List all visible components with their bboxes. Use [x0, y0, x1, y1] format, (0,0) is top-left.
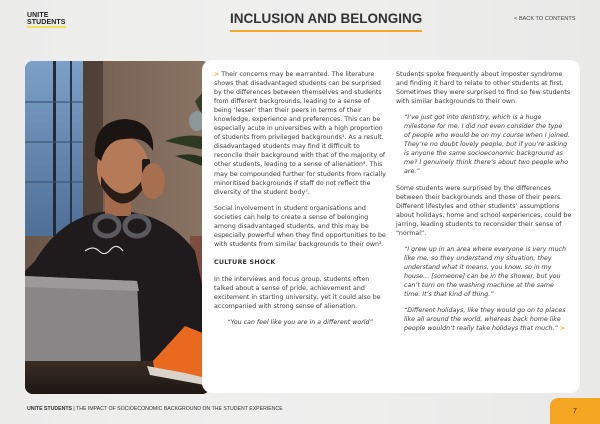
pull-quote: “You can feel like you are in a different world”	[227, 319, 373, 327]
student-quote: “I grew up in an area where everyone is very much like me, so they understand my situation, they understand what it means, you know, so in my house… [someone] can be in the shower, but you can’t turn on the washing machine at the same time. It’s that kind of thing.”	[404, 245, 567, 299]
student-on-phone-photo	[25, 61, 210, 394]
footer-brand: UNITE STUDENTS	[27, 406, 72, 412]
subheading-culture-shock: CULTURE SHOCK	[214, 257, 276, 266]
paragraph: Students spoke frequently about imposter syndrome and finding it hard to relate to other students at first. Sometimes they were surprised to find so few students with similar backgrounds to their own.	[396, 71, 571, 106]
text-column-right	[396, 70, 574, 340]
footer-separator: |	[73, 406, 75, 412]
continue-arrow-icon: >	[214, 71, 220, 78]
footer-title: THE IMPACT OF SOCIOECONOMIC BACKGROUND ON THE STUDENT EXPERIENCE	[76, 406, 283, 412]
continue-arrow-icon[interactable]: >	[559, 325, 566, 333]
page-number-tab	[550, 398, 600, 424]
back-to-contents-link[interactable]: < BACK TO CONTENTS	[514, 16, 576, 22]
paragraph: Social involvement in student organisations and societies can help to create a sense of belonging among disadvantaged students, and this may be especially powerful when they find opportunities to be with students from similar backgrounds to their own³.	[214, 204, 386, 248]
paragraph: In the interviews and focus group, students often talked about a sense of pride, achievement and excitement in starting university, yet it could also be accompanied with strong sense of alienation.	[214, 275, 381, 311]
quote-text: “Different holidays, like they would go on to places like all around the world, whereas back home like people wouldn’t really take holidays that much.”	[404, 307, 566, 333]
student-quote	[404, 306, 570, 333]
logo-line-2: STUDENTS	[27, 19, 66, 26]
page-number: 7	[573, 407, 577, 415]
paragraph-text: Their concerns may be warranted. The literature shows that disadvantaged students can be surprised by the differences between themselves and students from different backgrounds, leading to a sense of being ‘lesser’ than their peers in terms of their knowledge, experience and preferences. This can be especially acute in universities with a high proportion of students from privileged backgrounds¹. As a result, disadvantaged students may find it difficult to reconcile their background with that of the majority of other students, leading to a sense of alienation⁴. This may be compounded further for students from racially minoritised backgrounds if staff do not reflect the diversity of the student body⁷.	[214, 71, 386, 196]
logo-line-1: UNITE	[27, 12, 49, 19]
photo-illustration	[25, 61, 210, 394]
content-card	[202, 60, 580, 393]
footer	[27, 406, 283, 412]
text-column-left	[214, 70, 386, 334]
section-title: INCLUSION AND BELONGING	[230, 11, 422, 32]
paragraph	[214, 70, 386, 197]
paragraph: Some students were surprised by the differences between their backgrounds and those of their peers. Different lifestyles and other students’ assumptions about holidays, home and school experiences, could be jarring, leading students to reconsider their sense of “normal”.	[396, 184, 572, 237]
student-quote: “I’ve just got into dentistry, which is a huge milestone for me. I did not even consider the type of people who would be on my course when I joined. They’re no doubt lovely people, but if you’re asking is anyone the same socioeconomic background as me? I genuinely think there’s about two people who are.”	[404, 114, 570, 176]
unite-students-logo	[27, 12, 66, 28]
